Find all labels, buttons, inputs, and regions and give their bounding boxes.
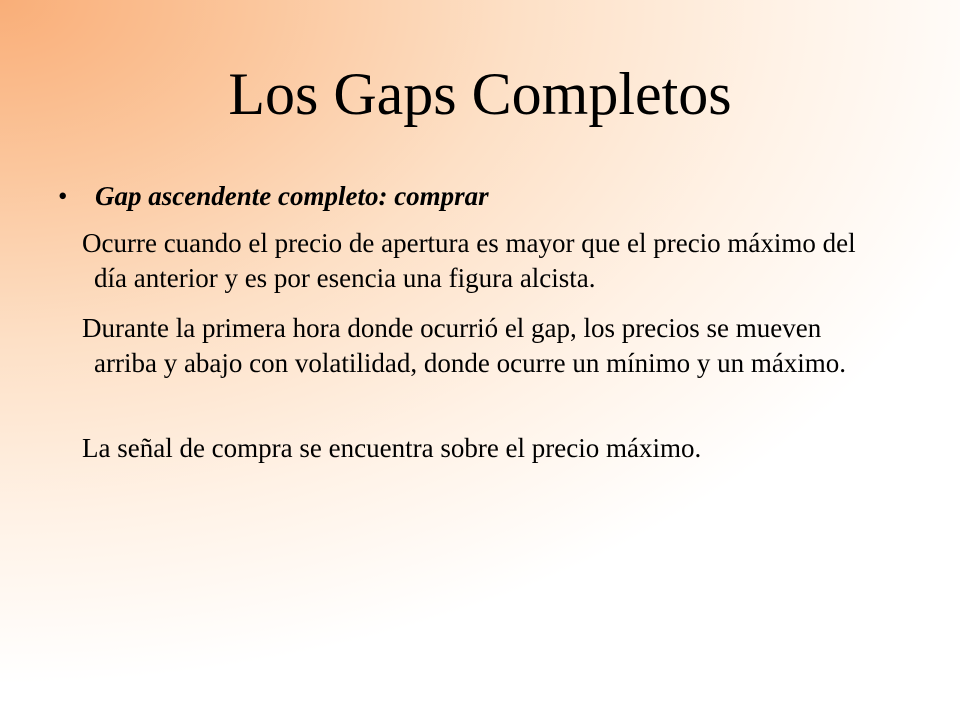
bullet-heading: Gap ascendente completo: comprar (95, 181, 489, 211)
paragraph-first-hour: Durante la primera hora donde ocurrió el gap, los precios se mueven arriba y abajo con volatilidad, donde ocurre un mínimo y un máximo. (82, 313, 847, 378)
slide-title: Los Gaps Completos (228, 61, 732, 127)
paragraph-buy-signal: La señal de compra se encuentra sobre el precio máximo. (82, 433, 702, 463)
bullet-marker: • (58, 181, 68, 211)
paragraph-definition: Ocurre cuando el precio de apertura es mayor que el precio máximo del día anterior y es por esencia una figura alcista. (82, 228, 856, 293)
